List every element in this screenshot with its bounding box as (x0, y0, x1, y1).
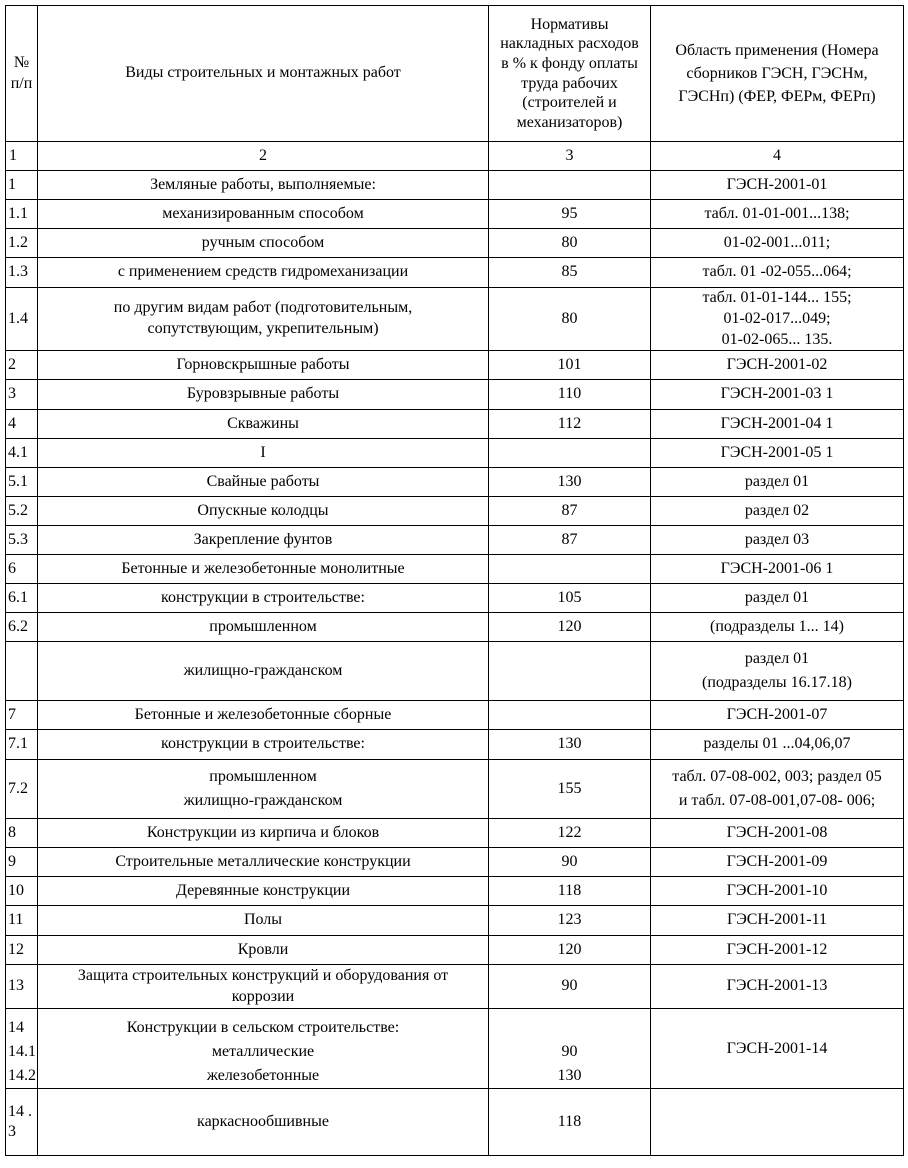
work-type-cell (38, 730, 489, 760)
row-number-cell (6, 229, 38, 258)
overhead-norm-cell (489, 730, 651, 760)
row-number: 6.1 (8, 588, 28, 606)
overhead-norm-cell (489, 410, 651, 439)
row-number: 5.3 (8, 530, 28, 548)
overhead-norm-cell (489, 819, 651, 848)
application-scope: и табл. 07-08-001,07-08- 006; (678, 792, 876, 810)
work-type-cell (38, 200, 489, 229)
application-scope-cell (651, 877, 904, 906)
table-row (6, 468, 904, 497)
row-number: 3 (8, 385, 16, 403)
work-type: Скважины (227, 414, 299, 432)
overhead-norm-cell (489, 1089, 651, 1156)
work-type-cell (38, 819, 489, 848)
table-row (6, 906, 904, 936)
overhead-norm: 112 (557, 414, 582, 432)
header-norms-line: труда рабочих (521, 74, 618, 92)
table-body (6, 171, 904, 1156)
overhead-norm-cell (489, 468, 651, 497)
work-type-cell (38, 468, 489, 497)
header-works: Виды строительных и монтажных работ (38, 6, 489, 142)
row-number-cell (6, 288, 38, 351)
application-scope: ГЭСН-2001-06 1 (720, 559, 834, 577)
work-type-cell (38, 642, 489, 701)
row-number: 11 (8, 911, 24, 929)
application-scope: ГЭСН-2001-11 (726, 911, 828, 929)
application-scope: ГЭСН-2001-10 (726, 881, 828, 899)
work-type: сопутствующим, укрепительным) (147, 320, 379, 338)
row-number: 14 . (8, 1102, 32, 1120)
row-number: 5.2 (8, 501, 28, 519)
row-number-cell (6, 877, 38, 906)
overhead-norm: 80 (561, 233, 578, 251)
work-type: промышленном (209, 767, 317, 785)
work-type: Конструкции из кирпича и блоков (146, 823, 380, 841)
overhead-norm: 118 (557, 1112, 582, 1130)
work-type-cell (38, 1009, 489, 1089)
overhead-norm: 155 (557, 779, 582, 797)
header-row (6, 6, 904, 142)
overhead-norm (492, 443, 647, 464)
header-norms-line: в % к фонду оплаты (501, 54, 638, 72)
header-scope-line: Область применения (Номера (675, 41, 879, 59)
row-number-cell (6, 760, 38, 819)
row-number (8, 659, 35, 684)
row-number-cell (6, 819, 38, 848)
row-number: 14 (8, 1019, 24, 1037)
table-row (6, 730, 904, 760)
column-number: 2 (38, 142, 489, 171)
application-scope: раздел 02 (744, 501, 810, 519)
work-type-cell (38, 906, 489, 936)
table-row (6, 613, 904, 642)
row-number: 4 (8, 414, 16, 432)
application-scope: 01-02-017...049; (723, 309, 831, 327)
overhead-norm (492, 705, 647, 726)
overhead-norm-cell (489, 200, 651, 229)
application-scope-cell (651, 351, 904, 380)
work-type-cell (38, 584, 489, 613)
row-number-cell (6, 1089, 38, 1156)
application-scope: табл. 07-08-002, 003; раздел 05 (672, 767, 882, 785)
table-row (6, 526, 904, 555)
overhead-norm: 123 (557, 911, 582, 929)
work-type-cell (38, 526, 489, 555)
work-type: Кровли (237, 940, 289, 958)
row-number-cell (6, 351, 38, 380)
overhead-norm-cell (489, 642, 651, 701)
overhead-norm: 130 (557, 1067, 582, 1085)
table-row (6, 936, 904, 965)
application-scope-cell (651, 848, 904, 877)
work-type: Закрепление фунтов (193, 530, 333, 548)
work-type: Опускные колодцы (197, 501, 329, 519)
column-number: 4 (651, 142, 904, 171)
overhead-norm: 87 (561, 501, 578, 519)
row-number-cell (6, 642, 38, 701)
work-type: Полы (243, 911, 283, 929)
row-number-cell (6, 439, 38, 468)
work-type-cell (38, 497, 489, 526)
application-scope-cell (651, 584, 904, 613)
work-type-cell (38, 351, 489, 380)
row-number-cell (6, 730, 38, 760)
row-number: 1.1 (8, 204, 28, 222)
row-number-cell (6, 380, 38, 410)
work-type: Земляные работы, выполняемые: (150, 175, 376, 193)
row-number: 14.2 (8, 1067, 36, 1085)
work-type: металлические (211, 1043, 315, 1061)
work-type-cell (38, 410, 489, 439)
application-scope: раздел 01 (744, 588, 810, 606)
table-row (6, 171, 904, 200)
overhead-norm: 95 (561, 204, 578, 222)
row-number-cell (6, 965, 38, 1009)
row-number-cell (6, 555, 38, 584)
application-scope: ГЭСН-2001-01 (726, 175, 828, 193)
application-scope-cell (651, 1009, 904, 1089)
application-scope-cell (651, 468, 904, 497)
application-scope-cell (651, 730, 904, 760)
overhead-norm-cell (489, 760, 651, 819)
table-row (6, 258, 904, 288)
table-row (6, 410, 904, 439)
application-scope: ГЭСН-2001-14 (726, 1039, 828, 1057)
application-scope: 01-02-065... 135. (721, 330, 833, 348)
work-type-cell (38, 877, 489, 906)
row-number: 10 (8, 881, 24, 899)
application-scope-cell (651, 497, 904, 526)
work-type: каркаснообшивные (197, 1112, 329, 1130)
header-norms-line: механизаторов) (516, 113, 623, 131)
work-type: железобетонные (206, 1067, 320, 1085)
header-norms-line: (строителей и (522, 94, 617, 112)
row-number: 7 (8, 705, 16, 723)
row-number: 2 (8, 355, 16, 373)
table-row (6, 701, 904, 730)
overhead-norm (492, 659, 647, 684)
overhead-norm: 130 (557, 735, 582, 753)
work-type: по другим видам работ (подготовительным, (113, 299, 413, 317)
application-scope: ГЭСН-2001-04 1 (720, 414, 834, 432)
application-scope: ГЭСН-2001-07 (726, 705, 828, 723)
application-scope: ГЭСН-2001-02 (726, 355, 828, 373)
header-num-line: № (13, 53, 30, 71)
application-scope-cell (651, 258, 904, 288)
row-number: 13 (8, 977, 24, 995)
table-row (6, 877, 904, 906)
work-type: Конструкции в сельском строительстве: (126, 1019, 400, 1037)
row-number-cell (6, 171, 38, 200)
work-type: коррозии (231, 987, 295, 1005)
overhead-norm: 90 (561, 852, 578, 870)
header-num (6, 6, 38, 142)
application-scope-cell (651, 613, 904, 642)
work-type: конструкции в строительстве: (161, 588, 365, 606)
overhead-norm-cell (489, 229, 651, 258)
work-type-cell (38, 171, 489, 200)
work-type-cell (38, 613, 489, 642)
application-scope: раздел 01 (744, 472, 810, 490)
overhead-norm-cell (489, 351, 651, 380)
application-scope-cell (651, 642, 904, 701)
overhead-norm-cell (489, 906, 651, 936)
row-number-cell (6, 200, 38, 229)
header-norms-line: накладных расходов (500, 35, 639, 53)
overhead-norm: 122 (557, 823, 582, 841)
work-type-cell (38, 936, 489, 965)
work-type-cell (38, 848, 489, 877)
application-scope-cell (651, 936, 904, 965)
work-type: Защита строительных конструкций и оборудования от (77, 967, 449, 985)
application-scope-cell (651, 760, 904, 819)
row-number: 5.1 (8, 472, 28, 490)
overhead-norm: 105 (557, 588, 582, 606)
overhead-norm: 130 (557, 472, 582, 490)
row-number-cell (6, 613, 38, 642)
overhead-norm-cell (489, 555, 651, 584)
work-type-cell (38, 965, 489, 1009)
application-scope-cell (651, 819, 904, 848)
row-number-cell (6, 936, 38, 965)
column-number-row (6, 142, 904, 171)
work-type-cell (38, 1089, 489, 1156)
work-type: с применением средств гидромеханизации (117, 263, 409, 281)
row-number-cell (6, 701, 38, 730)
table-row (6, 439, 904, 468)
overhead-norm-cell (489, 877, 651, 906)
overhead-norm-cell (489, 701, 651, 730)
application-scope-cell (651, 200, 904, 229)
table-row (6, 642, 904, 701)
table-row (6, 288, 904, 351)
application-scope-cell (651, 410, 904, 439)
overhead-norm: 118 (557, 881, 582, 899)
work-type: Свайные работы (206, 472, 320, 490)
application-scope-cell (651, 555, 904, 584)
overhead-norm: 110 (557, 385, 582, 403)
row-number-cell (6, 497, 38, 526)
table-row (6, 1009, 904, 1089)
application-scope-cell (651, 439, 904, 468)
work-type: Бетонные и железобетонные монолитные (121, 559, 405, 577)
application-scope-cell (651, 906, 904, 936)
table-row (6, 555, 904, 584)
application-scope: табл. 01-01-001...138; (704, 204, 850, 222)
header-norms-line: Нормативы (530, 15, 609, 33)
header-num-line: п/п (10, 74, 33, 92)
application-scope: ГЭСН-2001-13 (726, 977, 828, 995)
application-scope-cell (651, 965, 904, 1009)
work-type: жилищно-гражданском (183, 661, 343, 679)
row-number-cell (6, 410, 38, 439)
application-scope: 01-02-001...011; (723, 233, 831, 251)
overhead-norm-cell (489, 439, 651, 468)
overhead-norm: 85 (561, 263, 578, 281)
table-row (6, 497, 904, 526)
work-type-cell (38, 229, 489, 258)
table-row (6, 848, 904, 877)
overhead-norm (492, 1016, 647, 1040)
overhead-norm: 90 (561, 977, 578, 995)
work-type-cell (38, 288, 489, 351)
row-number: 12 (8, 940, 24, 958)
application-scope: ГЭСН-2001-12 (726, 940, 828, 958)
overhead-norm-cell (489, 497, 651, 526)
work-type-cell (38, 439, 489, 468)
application-scope: (подразделы 16.17.18) (701, 674, 852, 692)
work-type: Бетонные и железобетонные сборные (134, 705, 392, 723)
overhead-norm (492, 559, 647, 580)
table-row (6, 200, 904, 229)
application-scope: (подразделы 1... 14) (709, 617, 844, 635)
row-number-cell (6, 526, 38, 555)
column-number: 3 (489, 142, 651, 171)
overhead-norm (492, 175, 647, 196)
header-scope-line: ГЭСНп) (ФЕР, ФЕРм, ФЕРп) (678, 88, 876, 106)
row-number-cell (6, 848, 38, 877)
row-number: 7.1 (8, 735, 28, 753)
row-number: 8 (8, 823, 16, 841)
work-type-cell (38, 555, 489, 584)
table-row (6, 351, 904, 380)
work-type-cell (38, 380, 489, 410)
application-scope-cell (651, 288, 904, 351)
row-number-cell (6, 584, 38, 613)
overhead-norm-cell (489, 613, 651, 642)
application-scope-cell (651, 380, 904, 410)
row-number: 7.2 (8, 779, 28, 797)
table-row (6, 380, 904, 410)
overhead-norm-cell (489, 526, 651, 555)
row-number: 3 (8, 1123, 16, 1141)
work-type: жилищно-гражданском (183, 792, 343, 810)
row-number: 6 (8, 559, 16, 577)
work-type: механизированным способом (162, 204, 364, 222)
header-scope-line: сборников ГЭСН, ГЭСНм, (686, 64, 868, 82)
application-scope: раздел 01 (744, 649, 810, 667)
work-type: конструкции в строительстве: (161, 735, 365, 753)
table-row (6, 584, 904, 613)
row-number: 1.2 (8, 233, 28, 251)
row-number-cell (6, 468, 38, 497)
work-type: I (260, 443, 266, 461)
application-scope: ГЭСН-2001-05 1 (720, 443, 834, 461)
overhead-norm-cell (489, 288, 651, 351)
header-norms (489, 6, 651, 142)
application-scope: ГЭСН-2001-03 1 (720, 385, 834, 403)
application-scope-cell (651, 701, 904, 730)
overhead-norm: 120 (557, 617, 582, 635)
table-row (6, 1089, 904, 1156)
row-number-cell (6, 1009, 38, 1089)
work-type: Строительные металлические конструкции (115, 852, 411, 870)
application-scope-cell (651, 526, 904, 555)
table-row (6, 760, 904, 819)
work-type: Деревянные конструкции (175, 881, 351, 899)
application-scope: табл. 01-01-144... 155; (702, 289, 852, 306)
row-number: 6.2 (8, 617, 28, 635)
overhead-norm: 80 (561, 309, 578, 327)
overhead-norm: 90 (561, 1043, 578, 1061)
row-number: 9 (8, 852, 16, 870)
overhead-norm-cell (489, 1009, 651, 1089)
row-number: 1.3 (8, 263, 28, 281)
row-number-cell (6, 906, 38, 936)
application-scope: раздел 03 (744, 530, 810, 548)
row-number: 1.4 (8, 309, 28, 327)
application-scope: ГЭСН-2001-08 (726, 823, 828, 841)
work-type-cell (38, 760, 489, 819)
application-scope-cell (651, 171, 904, 200)
overhead-norm-cell (489, 171, 651, 200)
application-scope: табл. 01 -02-055...064; (702, 263, 852, 281)
work-type-cell (38, 258, 489, 288)
table-row (6, 229, 904, 258)
application-scope: ГЭСН-2001-09 (726, 852, 828, 870)
work-type: Горновскрышные работы (176, 355, 350, 373)
overhead-norm-cell (489, 965, 651, 1009)
row-number: 1 (8, 175, 16, 193)
work-type: ручным способом (201, 233, 325, 251)
application-scope: разделы 01 ...04,06,07 (703, 735, 851, 753)
overhead-norm-cell (489, 936, 651, 965)
overhead-norm: 101 (557, 355, 582, 373)
overhead-norm-cell (489, 380, 651, 410)
table-row (6, 819, 904, 848)
application-scope (654, 1112, 900, 1133)
header-scope (651, 6, 904, 142)
overhead-norm-cell (489, 584, 651, 613)
column-number: 1 (6, 142, 38, 171)
overhead-norm-cell (489, 258, 651, 288)
overhead-norm: 87 (561, 530, 578, 548)
row-number-cell (6, 258, 38, 288)
row-number: 4.1 (8, 443, 28, 461)
work-type: промышленном (209, 617, 317, 635)
table-row (6, 965, 904, 1009)
work-type-cell (38, 701, 489, 730)
overhead-norms-table (5, 5, 904, 1156)
overhead-norm: 120 (557, 940, 582, 958)
overhead-norm-cell (489, 848, 651, 877)
application-scope-cell (651, 229, 904, 258)
work-type: Буровзрывные работы (186, 385, 340, 403)
row-number: 14.1 (8, 1043, 36, 1061)
application-scope-cell (651, 1089, 904, 1156)
